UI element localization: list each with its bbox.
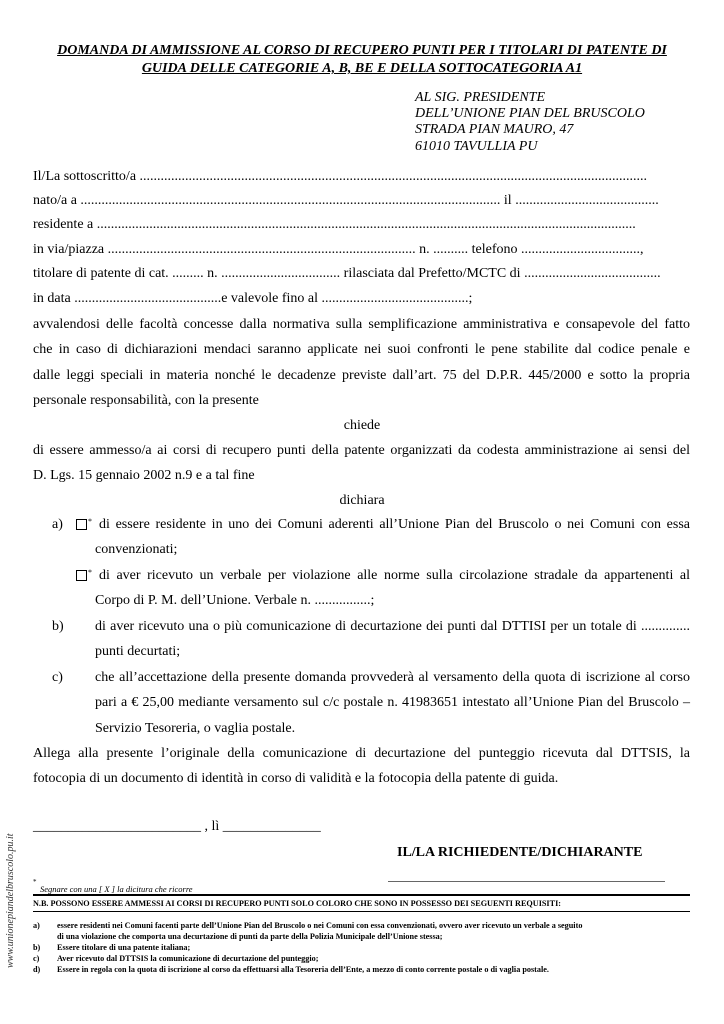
field-data[interactable]: in data ..........................................e valevole fino al ..........................................;: [33, 291, 473, 306]
option-a2-text: di aver ricevuto un verbale per violazione alle norme sulla circolazione stradale da appartenenti al: [99, 568, 690, 583]
list-label-c: c): [52, 670, 63, 685]
nb-item-text: Essere in regola con la quota di iscrizione al corso da effettuarsi alla Tesoreria dell’Ente, a mezzo di conto corrente postale o di vaglia postale.: [57, 965, 549, 974]
list-item-c: che all’accettazione della presente domanda provvederà al versamento della quota di iscrizione al corso: [95, 670, 690, 685]
option-a1-text-cont: convenzionati;: [95, 542, 178, 557]
divider-thick: [33, 894, 690, 896]
footnote: Segnare con una [ X ] la dicitura che ricorre: [40, 884, 193, 894]
recipient-line: 61010 TAVULLIA PU: [415, 139, 538, 154]
chiede-heading: chiede: [343, 418, 381, 433]
dichiara-heading: dichiara: [339, 493, 385, 508]
paragraph-line: che in caso di dichiarazioni mendaci saranno applicate nei suoi confronti le pene stabilite dal codice penale e: [33, 342, 690, 357]
paragraph-line: di essere ammesso/a ai corsi di recupero punti della patente organizzati da codesta amministrazione ai sensi del: [33, 443, 690, 458]
nb-item-label: d): [33, 965, 41, 974]
list-label-a: a): [52, 517, 63, 532]
field-via[interactable]: in via/piazza ........................................................................................ n. .......... telefono ..................................,: [33, 242, 644, 257]
nb-item-label: b): [33, 943, 41, 952]
recipient-line: STRADA PIAN MAURO, 47: [415, 122, 574, 137]
option-a1-text: di essere residente in uno dei Comuni aderenti all’Unione Pian del Bruscolo o nei Comuni con essa: [99, 517, 690, 532]
recipient-line: AL SIG. PRESIDENTE: [415, 90, 546, 105]
list-item-c-line2: pari a € 25,00 mediante versamento sul c/c postale n. 41983651 intestato all’Unione Pian del Bruscolo –: [95, 695, 690, 710]
field-patente[interactable]: titolare di patente di cat. ......... n. .................................. rilasciata dal Prefetto/MCTC di .......................................: [33, 266, 661, 281]
nb-item-label: a): [33, 921, 40, 930]
document-title-line1: DOMANDA DI AMMISSIONE AL CORSO DI RECUPERO PUNTI PER I TITOLARI DI PATENTE DI: [57, 43, 667, 58]
field-residente[interactable]: residente a ..........................................................................................................................................................: [33, 217, 636, 232]
field-sottoscritto[interactable]: Il/La sottoscritto/a .................................................................................................................................................: [33, 169, 648, 184]
signature-line[interactable]: [388, 881, 665, 882]
paragraph-line: dalle leggi speciali in materia nonché le decadenze previste dall’art. 75 del D.P.R. 445/2000 e sotto la propria: [33, 368, 690, 383]
list-label-b: b): [52, 619, 64, 634]
list-item-c-cont: Servizio Tesoreria, o vaglia postale.: [95, 721, 296, 736]
list-item-b: di aver ricevuto una o più comunicazione di decurtazione dei punti dal DTTISI per un totale di ..............: [95, 619, 690, 634]
document-title-line2: GUIDA DELLE CATEGORIE A, B, BE E DELLA SOTTOCATEGORIA A1: [141, 61, 583, 76]
checkbox-icon[interactable]: [76, 519, 87, 530]
paragraph-line: personale responsabilità, con la presente: [33, 393, 259, 408]
paragraph-line: fotocopia di un documento di identità in corso di validità e la fotocopia della patente di guida.: [33, 771, 559, 786]
option-a2-text-cont: Corpo di P. M. dell’Unione. Verbale n. ................;: [95, 593, 375, 608]
nb-item-text: essere residenti nei Comuni facenti parte dell’Unione Pian del Bruscolo o nei Comuni con essa convenzionati, ovvero aver ricevuto un verbale a seguito: [57, 921, 583, 930]
option-a2[interactable]: *: [76, 568, 92, 586]
paragraph-line: avvalendosi delle facoltà concesse dalla normativa sulla semplificazione amministrativa e consapevole del fatto: [33, 317, 690, 332]
nb-item-text: di una violazione che comporta una decurtazione di punti da parte della Polizia Municipale dell’Unione stessa;: [57, 932, 443, 941]
nb-item-text: Essere titolare di una patente italiana;: [57, 943, 191, 952]
side-url: www.unionepiandelbruscolo.pu.it: [5, 833, 16, 968]
divider-thin: [33, 911, 690, 912]
list-item-b-cont: punti decurtati;: [95, 644, 181, 659]
signature-label: IL/LA RICHIEDENTE/DICHIARANTE: [397, 845, 643, 860]
nb-header: N.B. POSSONO ESSERE AMMESSI AI CORSI DI RECUPERO PUNTI SOLO COLORO CHE SONO IN POSSESSO DEI SEGUENTI REQUISITI:: [33, 899, 561, 908]
footnote-star: *: [33, 878, 37, 886]
recipient-line: DELL’UNIONE PIAN DEL BRUSCOLO: [415, 106, 645, 121]
nb-item-text: Aver ricevuto dal DTTSIS la comunicazione di decurtazione del punteggio;: [57, 954, 319, 963]
option-a1[interactable]: *: [76, 517, 92, 535]
paragraph-line: D. Lgs. 15 gennaio 2002 n.9 e a tal fine: [33, 468, 255, 483]
paragraph-line: Allega alla presente l’originale della comunicazione di decurtazione del punteggio ricevuta dal DTTSIS, la: [33, 746, 690, 761]
field-nato-a[interactable]: nato/a a ........................................................................................................................ il .........................................: [33, 193, 659, 208]
place-date-field[interactable]: ________________________ , lì ______________: [33, 819, 321, 834]
nb-item-label: c): [33, 954, 40, 963]
checkbox-icon[interactable]: [76, 570, 87, 581]
